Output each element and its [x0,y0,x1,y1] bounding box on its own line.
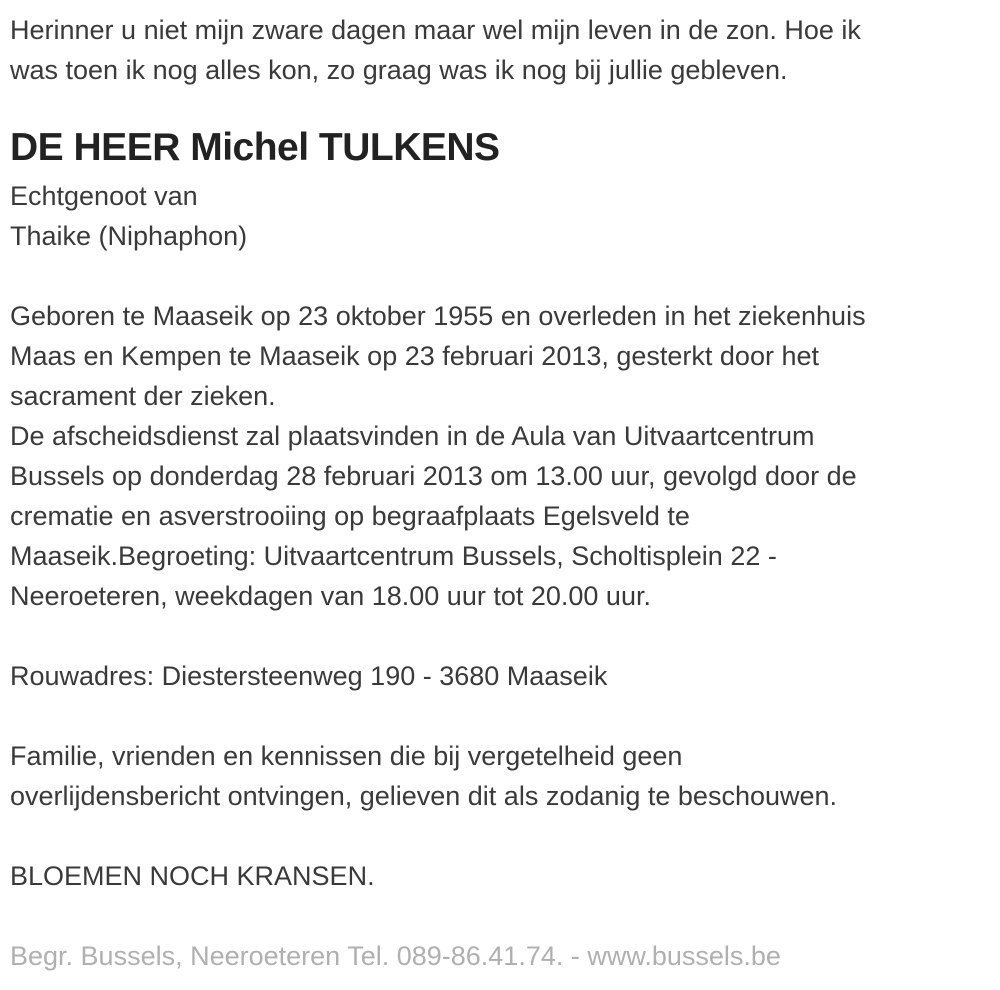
death-and-service-announcement: Geboren te Maaseik op 23 oktober 1955 en overleden in het ziekenhuis Maas en Kempen te Maaseik op 23 februari 2013, gesterkt door het sacrament der zieken. De afscheidsdienst zal plaatsvinden in de Aula van Uitvaartcentrum Bussels op donderdag 28 februari 2013 om 13.00 uur, gevolgd door de crematie en asverstrooiing op begraafplaats Egelsveld te Maaseik.Begroeting: Uitvaartcentrum Bussels, Scholtisplein 22 - Neeroeteren, weekdagen van 18.00 uur tot 20.00 uur. [10,301,866,611]
memorial-quote: Herinner u niet mijn zware dagen maar wel mijn leven in de zon. Hoe ik was toen ik nog alles kon, zo graag was ik nog bij jullie gebleven. [10,15,861,85]
mourning-address: Rouwadres: Diestersteenweg 190 - 3680 Maaseik [10,661,608,691]
funeral-home-footer: Begr. Bussels, Neeroeteren Tel. 089-86.41.74. - www.bussels.be [10,941,781,971]
forgetfulness-notice: Familie, vrienden en kennissen die bij vergetelheid geen overlijdensbericht ontvingen, gelieven dit als zodanig te beschouwen. [10,741,838,811]
no-flowers-line: BLOEMEN NOCH KRANSEN. [10,861,375,891]
relation-lines: Echtgenoot van Thaike (Niphaphon) [10,181,248,251]
deceased-name-title: DE HEER Michel TULKENS [10,126,500,169]
